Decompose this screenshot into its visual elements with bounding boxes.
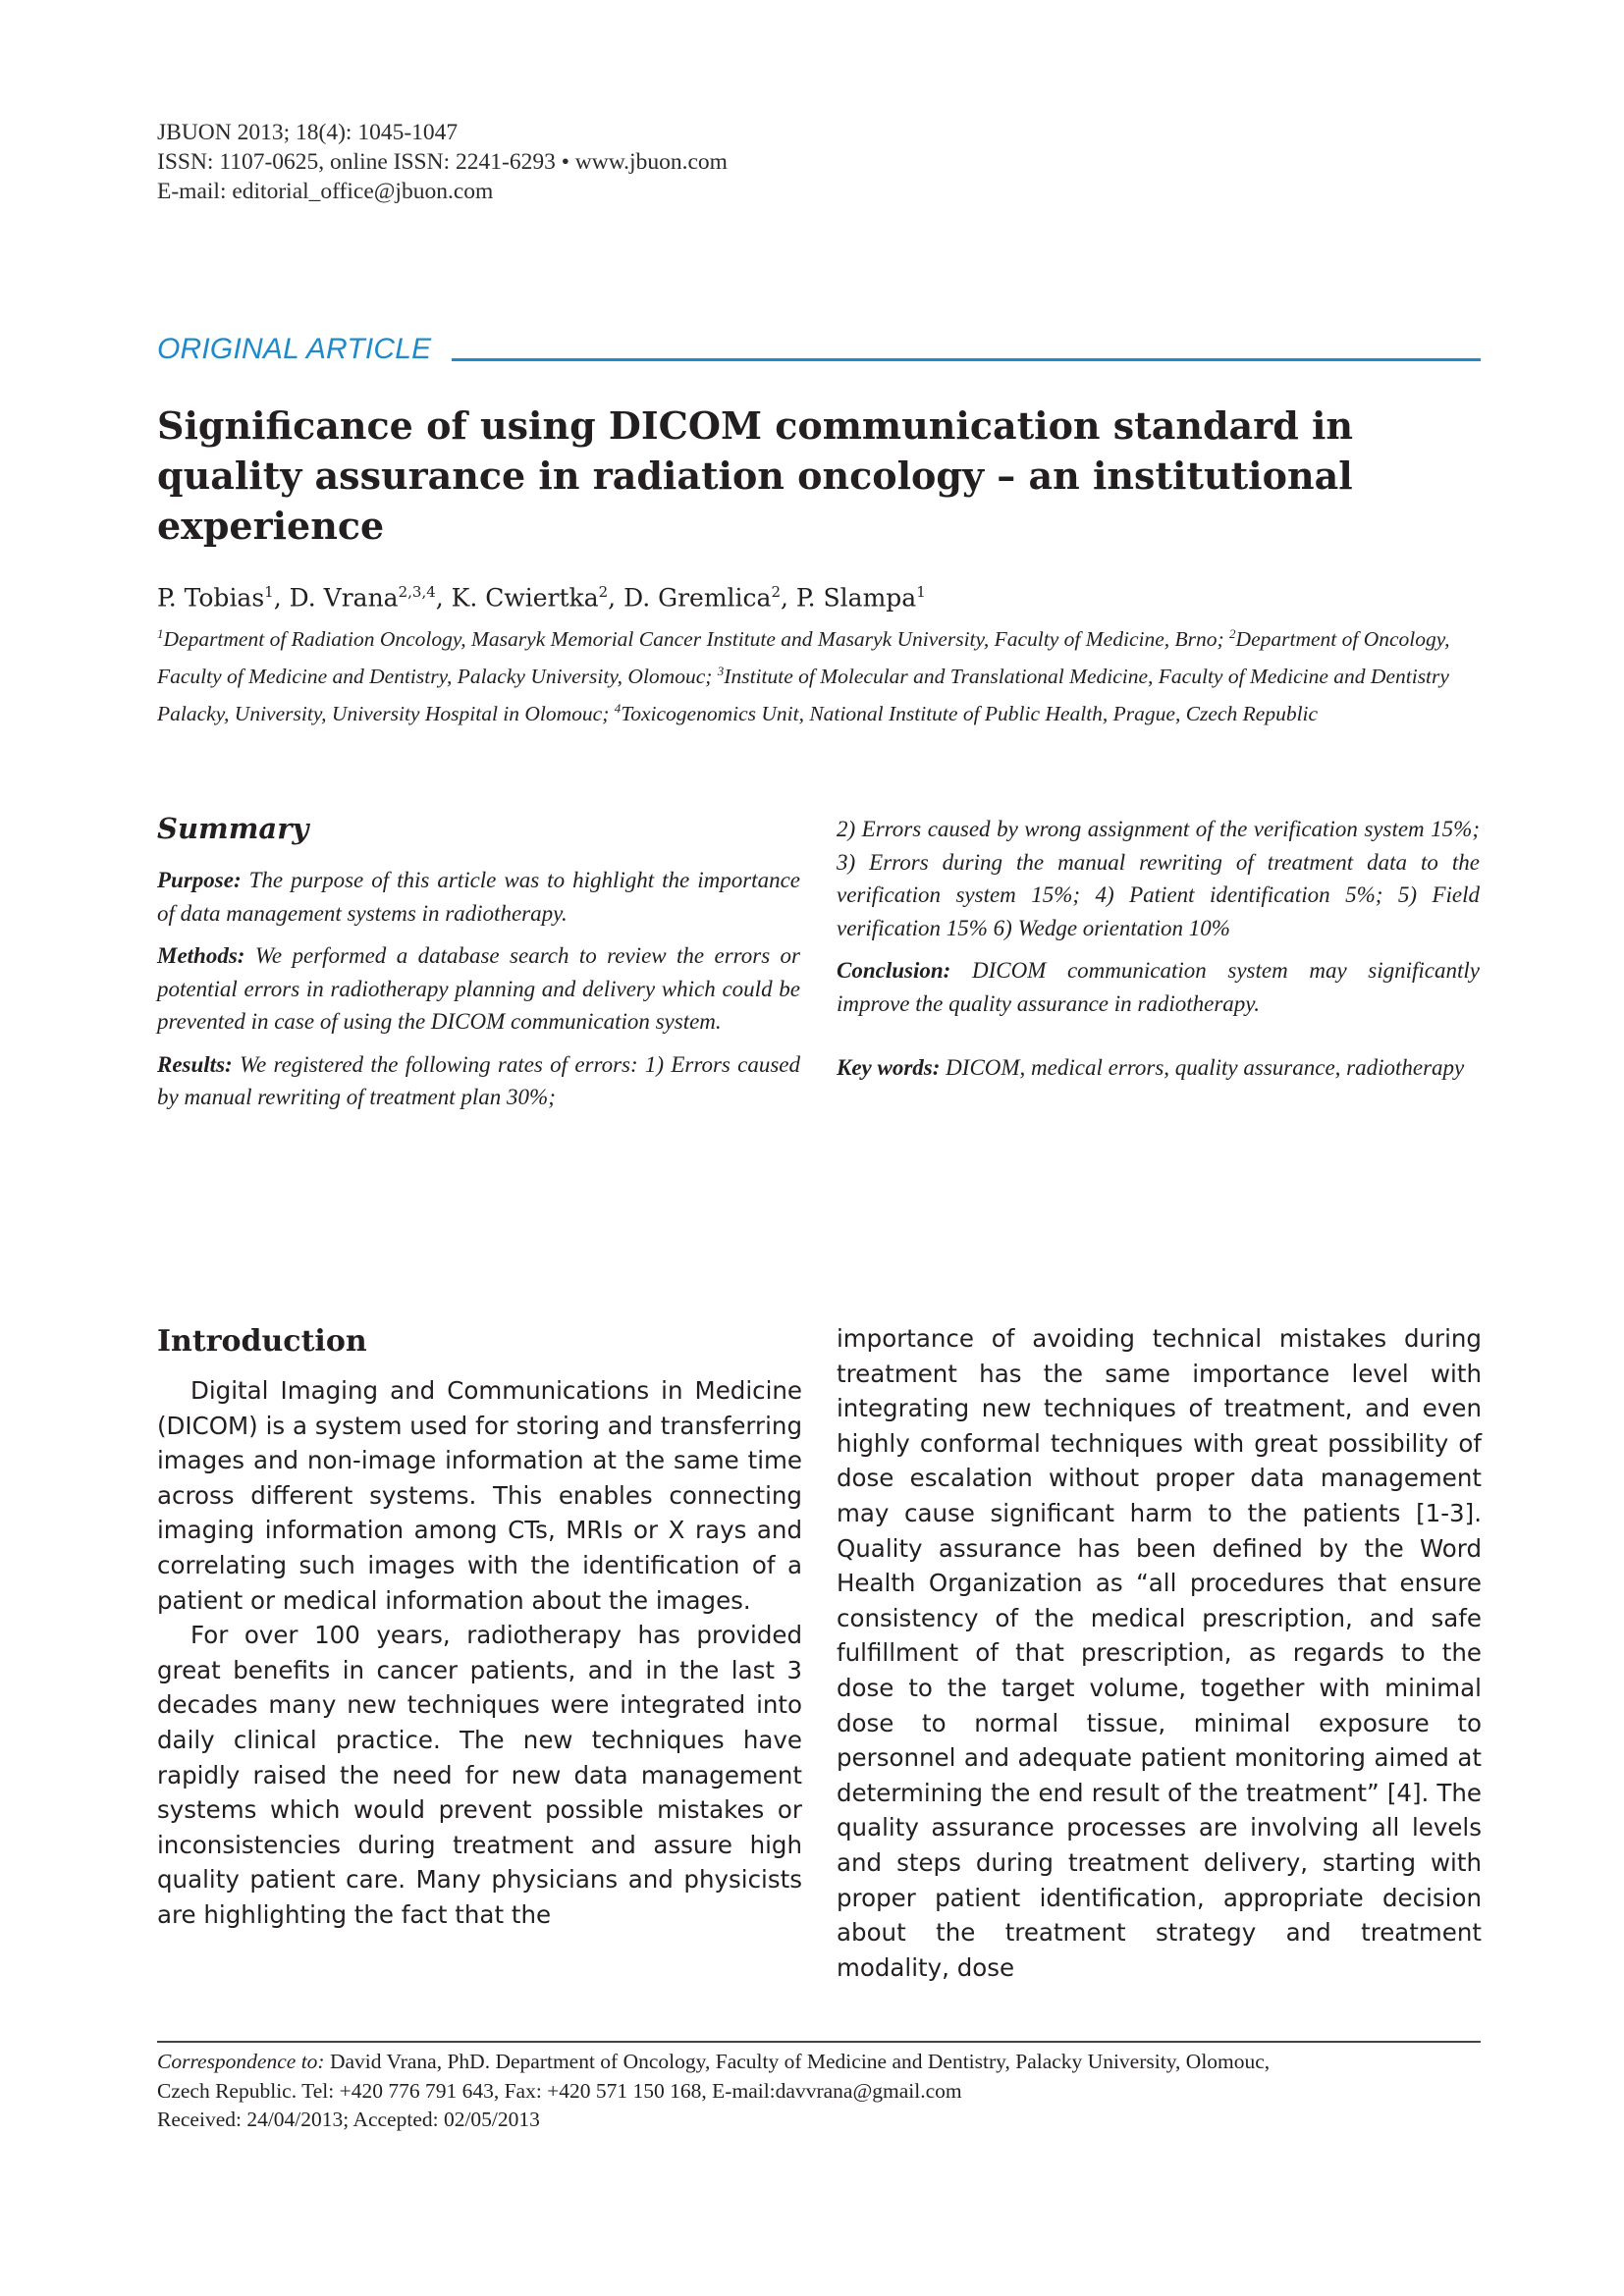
author-separator: , <box>781 583 796 613</box>
author-name: D. Gremlica <box>623 583 772 613</box>
conclusion-text: DICOM communication system may significantly improve the quality assurance in radiotherapy. <box>837 958 1480 1016</box>
article-title: Significance of using DICOM communication standard in quality assurance in radiation oncology – an institutional experience <box>157 403 1354 548</box>
purpose-text: The purpose of this article was to highlight the importance of data management systems in radiotherapy. <box>157 868 800 926</box>
author-name: D. Vrana <box>289 583 399 613</box>
summary-methods <box>157 939 800 1039</box>
summary-results-continued: 2) Errors caused by wrong assignment of the verification system 15%; 3) Errors during the manual rewriting of treatment data to the verification system 15%; 4) Patient identification 5%; 5) Field verification 15% 6) Wedge orientation 10% <box>837 817 1480 940</box>
author-affiliation-ref: 1 <box>916 583 926 601</box>
correspondence-line <box>157 2048 1481 2077</box>
author-affiliation-ref: 2 <box>771 583 781 601</box>
affiliation-text: Department of Radiation Oncology, Masaryk Memorial Cancer Institute and Masaryk University, Faculty of Medicine, Brno; <box>163 627 1230 652</box>
author-affiliation-ref: 2,3,4 <box>398 583 436 601</box>
introduction-paragraph: Digital Imaging and Communications in Medicine (DICOM) is a system used for storing and transferring images and non-image information at the same time across different systems. This enables connecting imaging information among CTs, MRIs or X rays and correlating such images with the identification of a patient or medical information about the images. <box>157 1376 802 1615</box>
author-separator: , <box>608 583 624 613</box>
affiliation-number: 4 <box>614 700 622 716</box>
introduction-paragraph-continued: importance of avoiding technical mistakes during treatment has the same importance level with integrating new techniques of treatment, and even highly conformal techniques with great possibility of dose escalation without proper data management may cause significant harm to the patients [1-3]. Quality assurance has been defined by the Word Health Organization as “all procedures that ensure consistency of the medical prescription, and safe fulfillment of that prescription, as regards to the dose to the target volume, together with minimal dose to normal tissue, minimal exposure to personnel and adequate patient monitoring aimed at determining the end result of the treatment” [4]. The quality assurance processes are involving all levels and steps during treatment delivery, starting with proper patient identification, appropriate decision about the treatment strategy and treatment modality, dose <box>837 1324 1482 1982</box>
results-label: Results: <box>157 1051 233 1077</box>
author-affiliation-ref: 2 <box>598 583 609 601</box>
affiliation-number: 1 <box>157 626 164 641</box>
purpose-label: Purpose: <box>157 868 242 892</box>
summary-results <box>157 1048 800 1114</box>
correspondence-text: David Vrana, PhD. Department of Oncology, Faculty of Medicine and Dentistry, Palacky University, Olomouc, <box>324 2050 1271 2073</box>
affiliation-number: 2 <box>1229 626 1236 641</box>
article-type-row <box>157 330 1481 369</box>
methods-text: We performed a database search to review the errors or potential errors in radiotherapy planning and delivery which could be prevented in case of using the DICOM communication system. <box>157 943 800 1034</box>
correspondence-block <box>157 2048 1481 2135</box>
author-name: P. Slampa <box>795 583 917 613</box>
affiliation-text: Department of Oncology, Faculty of Medicine and Dentistry, Palacky University, Olomouc; <box>157 627 1450 688</box>
summary-conclusion <box>837 954 1480 1020</box>
author-list <box>157 574 1481 615</box>
journal-header <box>157 118 1041 206</box>
introduction-column-right <box>837 1321 1482 1985</box>
author-affiliation-ref: 1 <box>264 583 274 601</box>
introduction-heading: Introduction <box>157 1324 367 1359</box>
journal-issn: ISSN: 1107-0625, online ISSN: 2241-6293 • www.jbuon.com <box>157 149 728 175</box>
article-type-rule <box>452 358 1481 361</box>
summary-keywords <box>837 1051 1480 1085</box>
article-type-label: ORIGINAL ARTICLE <box>157 333 432 365</box>
conclusion-label: Conclusion: <box>837 958 951 983</box>
journal-citation: JBUON 2013; 18(4): 1045-1047 <box>157 120 459 145</box>
footer-divider <box>157 2041 1481 2043</box>
affiliation-text: Toxicogenomics Unit, National Institute of Public Health, Prague, Czech Republic <box>621 701 1319 725</box>
correspondence-contact: Czech Republic. Tel: +420 776 791 643, Fax: +420 571 150 168, E-mail:davvrana@gmail.com <box>157 2078 962 2103</box>
correspondence-label: Correspondence to: <box>157 2050 325 2073</box>
introduction-column-left <box>157 1321 802 1933</box>
author-separator: , <box>435 583 452 613</box>
results-text: We registered the following rates of errors: 1) Errors caused by manual rewriting of treatment plan 30%; <box>157 1051 800 1109</box>
received-accepted-dates: Received: 24/04/2013; Accepted: 02/05/2013 <box>157 2108 540 2131</box>
summary-heading: Summary <box>157 812 309 845</box>
journal-email: E-mail: editorial_office@jbuon.com <box>157 179 494 204</box>
author-name: P. Tobias <box>157 583 265 613</box>
summary-column-right <box>837 813 1480 1095</box>
affiliation-number: 3 <box>717 663 725 678</box>
keywords-text: DICOM, medical errors, quality assurance, radiotherapy <box>940 1055 1465 1080</box>
keywords-label: Key words: <box>837 1055 941 1080</box>
introduction-paragraph: For over 100 years, radiotherapy has provided great benefits in cancer patients, and in the last 3 decades many new techniques were integrated into daily clinical practice. The new techniques have rapidly raised the need for new data management systems which would prevent possible mistakes or inconsistencies during treatment and assure high quality patient care. Many physicians and physicists are highlighting the fact that the <box>157 1621 802 1929</box>
affiliation-text: Institute of Molecular and Translational Medicine, Faculty of Medicine and Dentistry Palacky, University, University Hospital in Olomouc; <box>157 664 1449 725</box>
affiliations <box>157 618 1481 729</box>
author-separator: , <box>273 583 290 613</box>
author-name: K. Cwiertka <box>451 583 599 613</box>
summary-column-left <box>157 809 800 1124</box>
methods-label: Methods: <box>157 943 245 968</box>
summary-purpose <box>157 864 800 930</box>
